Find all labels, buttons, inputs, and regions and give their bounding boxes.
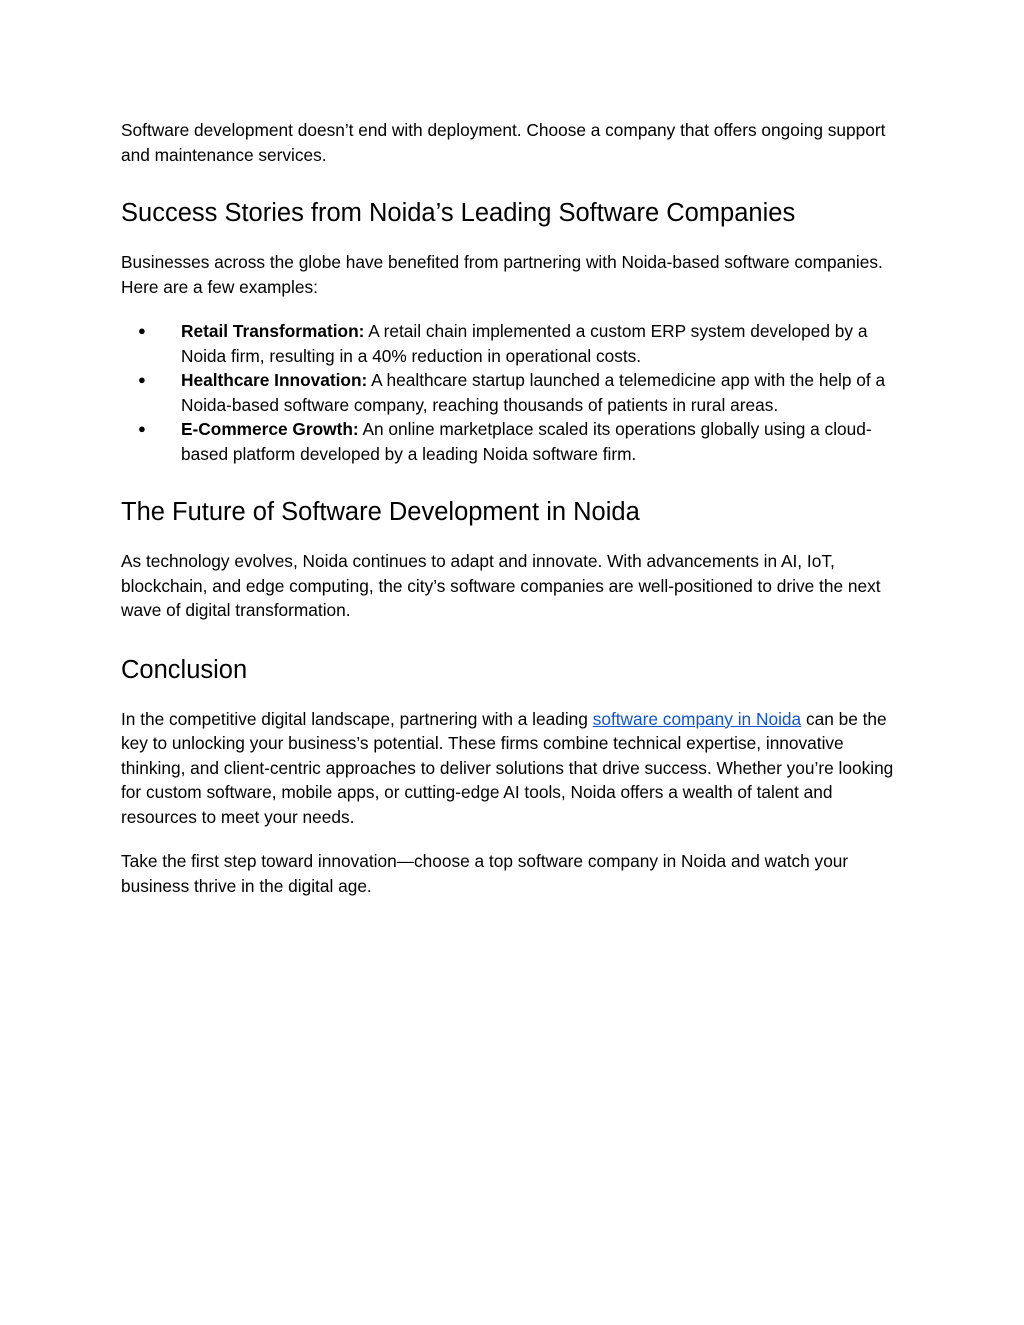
list-item-lead: Healthcare Innovation: (181, 370, 368, 390)
list-item-lead: Retail Transformation: (181, 321, 365, 341)
success-stories-heading: Success Stories from Noida’s Leading Software Companies (121, 199, 796, 227)
list-item-text: A retail chain implemented a custom ERP system developed by a Noida firm, resulting in a 40% reduction in operational costs. (181, 321, 868, 366)
software-company-link[interactable]: software company in Noida (592, 708, 802, 729)
future-heading: The Future of Software Development in Noida (121, 498, 640, 526)
document-page (121, 118, 911, 898)
bullet-icon: ● (138, 323, 146, 338)
list-item-lead: E-Commerce Growth: (181, 419, 359, 439)
conclusion-paragraph (121, 707, 911, 830)
conclusion-heading: Conclusion (121, 655, 248, 684)
future-paragraph: As technology evolves, Noida continues to adapt and innovate. With advancements in AI, IoT, blockchain, and edge computing, the city’s software companies are well-positioned to drive the next wave of digital transformation. (121, 551, 881, 620)
success-stories-list (121, 319, 911, 466)
list-item-text: An online marketplace scaled its operations globally using a cloud-based platform developed by a leading Noida software firm. (181, 419, 872, 464)
final-paragraph: Take the first step toward innovation—choose a top software company in Noida and watch your business thrive in the digital age. (121, 851, 849, 896)
bullet-icon: ● (138, 372, 146, 387)
list-item (121, 417, 911, 466)
list-item (121, 319, 911, 368)
list-item-text: A healthcare startup launched a telemedicine app with the help of a Noida-based software company, reaching thousands of patients in rural areas. (181, 370, 886, 415)
list-item (121, 368, 911, 417)
conclusion-text-after-link: can be the key to unlocking your business’s potential. These firms combine technical expertise, innovative thinking, and client-centric approaches to deliver solutions that drive success. Whether you’re looking for custom software, mobile apps, or cutting-edge AI tools, Noida offers a wealth of talent and resources to meet your needs. (121, 708, 894, 827)
success-stories-intro: Businesses across the globe have benefited from partnering with Noida-based software companies. Here are a few examples: (121, 252, 883, 297)
conclusion-text-before-link: In the competitive digital landscape, partnering with a leading (121, 708, 593, 729)
intro-paragraph: Software development doesn’t end with deployment. Choose a company that offers ongoing support and maintenance services. (121, 120, 886, 165)
bullet-icon: ● (138, 421, 146, 436)
